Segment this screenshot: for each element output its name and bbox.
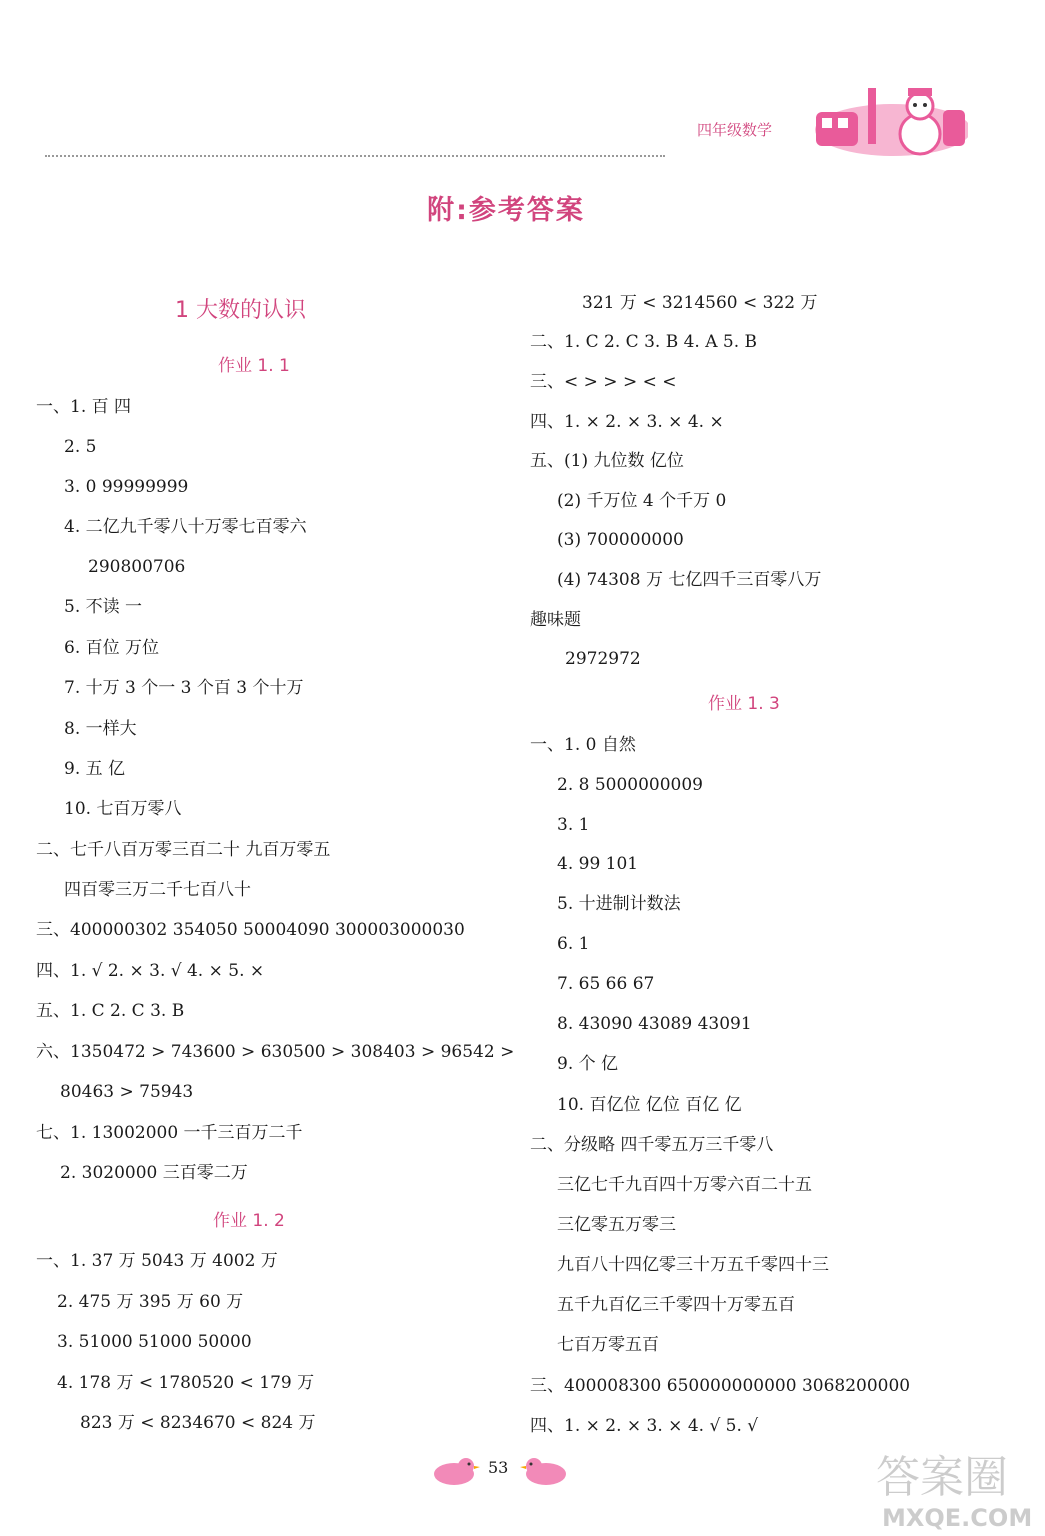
answer-line: 四、1. √ 2. × 3. √ 4. × 5. × [36,961,265,981]
answer-line: 8. 一样大 [64,719,137,739]
answer-line: 3. 51000 51000 50000 [57,1332,252,1352]
answer-line: 321 万 < 3214560 < 322 万 [582,293,818,313]
answer-line: 五千九百亿三千零四十万零五百 [557,1295,795,1315]
answer-line: 5. 十进制计数法 [557,894,681,914]
answer-line: 3. 0 99999999 [64,477,189,497]
answer-line: 7. 65 66 67 [557,974,655,994]
answer-line: 四、1. × 2. × 3. × 4. × [530,412,724,432]
answer-line: 2972972 [565,649,641,669]
answer-line: 二、七千八百万零三百二十 九百万零五 [36,840,331,860]
answer-line: 4. 99 101 [557,854,639,874]
answer-line: 9. 五 亿 [64,759,126,779]
answer-line: 290800706 [88,557,186,577]
answer-line: 三亿七千九百四十万零六百二十五 [557,1175,812,1195]
section-heading: 作业 1. 2 [213,1211,285,1231]
answer-line: 二、1. C 2. C 3. B 4. A 5. B [530,332,758,352]
answer-line: 2. 8 5000000009 [557,775,704,795]
page-number: 53 [488,1458,509,1477]
answer-line: 6. 百位 万位 [64,638,160,658]
answer-line: 三、400000302 354050 50004090 300003000030 [36,920,465,940]
answer-line: 7. 十万 3 个一 3 个百 3 个十万 [64,678,304,698]
answer-line: 一、1. 0 自然 [530,735,636,755]
answer-line: 九百八十四亿零三十万五千零四十三 [557,1255,829,1275]
answer-line: 4. 二亿九千零八十万零七百零六 [64,517,307,537]
answer-line: 2. 5 [64,437,97,457]
answer-line: 七百万零五百 [557,1335,659,1355]
answer-line: 四、1. × 2. × 3. × 4. √ 5. √ [530,1416,759,1436]
answer-line: 10. 百亿位 亿位 百亿 亿 [557,1095,742,1115]
answer-line: 五、(1) 九位数 亿位 [530,451,684,471]
answer-line: 一、1. 37 万 5043 万 4002 万 [36,1251,278,1271]
watermark-top: 答案圈 [876,1452,1008,1503]
answer-line: 80463 > 75943 [60,1082,194,1102]
section-heading: 作业 1. 1 [218,356,290,376]
watermark-logo [868,1440,1038,1532]
answer-line: (3) 700000000 [557,530,684,550]
answer-line: 9. 个 亿 [557,1054,619,1074]
answer-line: 4. 178 万 < 1780520 < 179 万 [57,1373,315,1393]
answer-line: (2) 千万位 4 个千万 0 [557,491,727,511]
answer-line: 五、1. C 2. C 3. B [36,1001,185,1021]
header-grade-label: 四年级数学 [697,121,773,139]
answer-line: 三、< > > > < < [530,372,677,392]
answer-line: 三亿零五万零三 [557,1215,676,1235]
snow-scene-icon [808,82,968,157]
answer-line: 三、400008300 650000000000 3068200000 [530,1376,911,1396]
answer-line: 趣味题 [530,610,581,630]
answer-line: 七、1. 13002000 一千三百万二千 [36,1123,303,1143]
page-title: 附:参考答案 [427,195,585,226]
answer-line: 2. 475 万 395 万 60 万 [57,1292,244,1312]
answer-line: 2. 3020000 三百零二万 [60,1163,248,1183]
section-heading: 作业 1. 3 [708,694,780,714]
answer-line: 3. 1 [557,815,590,835]
answer-line: 8. 43090 43089 43091 [557,1014,752,1034]
answer-line: 四百零三万二千七百八十 [64,880,251,900]
answer-line: 823 万 < 8234670 < 824 万 [80,1413,316,1433]
answer-line: 二、分级略 四千零五万三千零八 [530,1135,774,1155]
answer-line: (4) 74308 万 七亿四千三百零八万 [557,570,822,590]
answer-line: 六、1350472 > 743600 > 630500 > 308403 > 96542 > [36,1042,515,1062]
answer-line: 6. 1 [557,934,590,954]
answer-line: 10. 七百万零八 [64,799,182,819]
watermark-bottom: MXQE.COM [882,1504,1033,1532]
header-rule [45,155,665,157]
answer-line: 5. 不读 一 [64,597,143,617]
section-heading: 1 大数的认识 [175,298,306,323]
answer-line: 一、1. 百 四 [36,397,132,417]
